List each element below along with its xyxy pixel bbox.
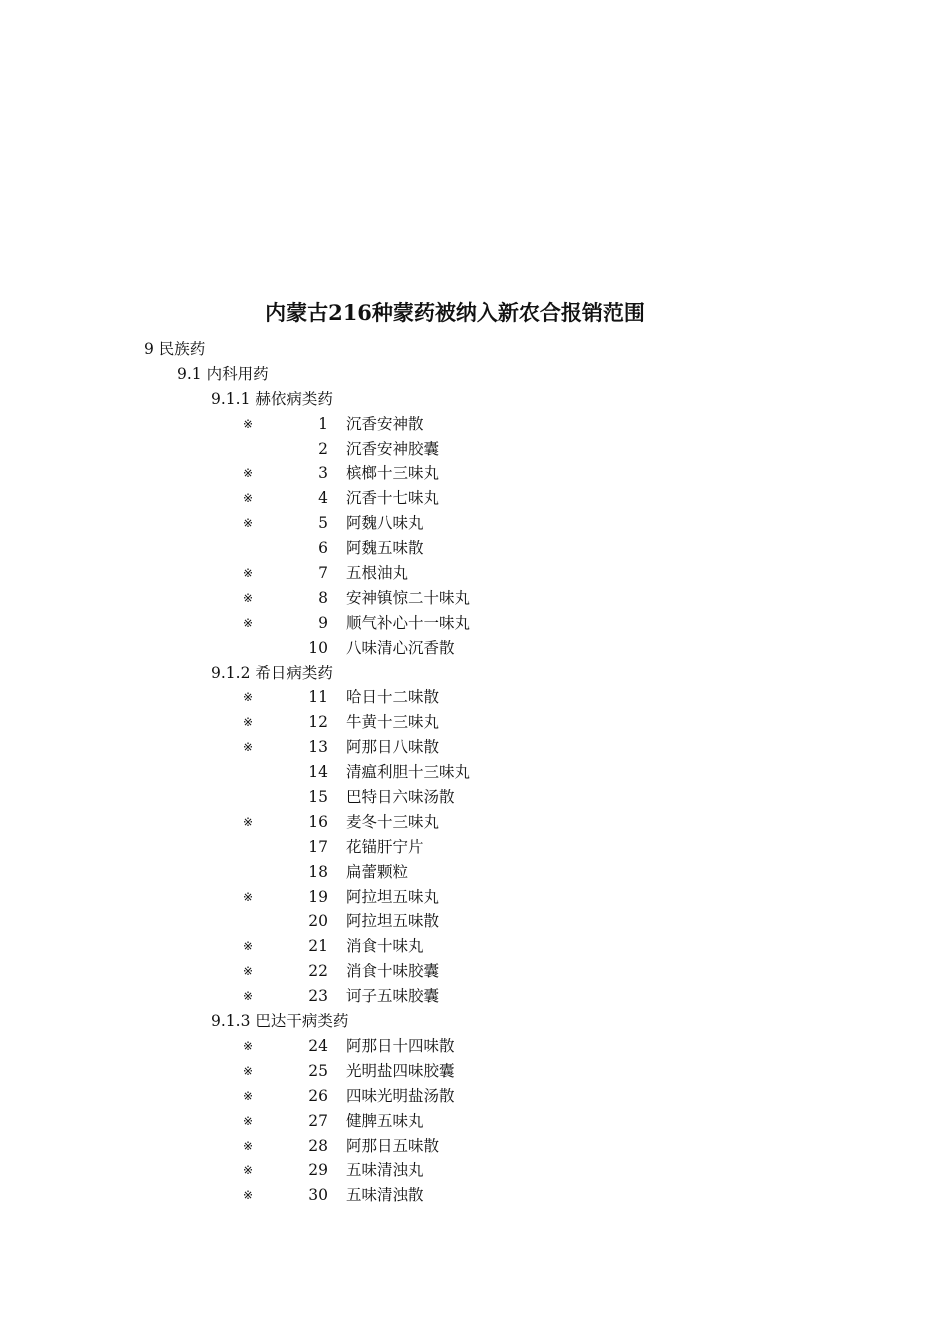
item-number: 9 xyxy=(318,613,328,632)
drug-name: 沉香十七味丸 xyxy=(346,489,440,508)
list-item xyxy=(0,909,950,934)
item-number: 21 xyxy=(308,937,328,956)
drug-name: 安神镇惊二十味丸 xyxy=(346,588,471,607)
reference-mark-icon: ※ xyxy=(243,1038,254,1053)
item-number: 1 xyxy=(318,414,328,433)
drug-name: 花锚肝宁片 xyxy=(346,837,424,856)
item-number: 17 xyxy=(308,837,328,856)
drug-name: 阿拉坦五味散 xyxy=(346,912,440,931)
drug-name: 哈日十二味散 xyxy=(346,688,440,707)
list-item xyxy=(0,511,950,536)
list-item xyxy=(0,412,950,437)
item-number: 12 xyxy=(308,713,328,732)
reference-mark-icon: ※ xyxy=(243,566,254,581)
list-item xyxy=(0,536,950,561)
item-number: 13 xyxy=(308,738,328,757)
list-item xyxy=(0,486,950,511)
item-number: 7 xyxy=(318,564,328,583)
list-item xyxy=(0,1109,950,1134)
item-number: 24 xyxy=(308,1036,328,1055)
item-number: 20 xyxy=(308,912,328,931)
list-item xyxy=(0,1034,950,1059)
drug-name: 阿那日十四味散 xyxy=(346,1036,455,1055)
drug-name: 健脾五味丸 xyxy=(346,1111,424,1130)
list-item xyxy=(0,1084,950,1109)
list-item xyxy=(0,586,950,611)
item-number: 22 xyxy=(308,962,328,981)
drug-name: 阿那日五味散 xyxy=(346,1136,440,1155)
item-number: 10 xyxy=(308,638,328,657)
drug-name: 阿魏八味丸 xyxy=(346,514,424,533)
category-heading: 9 民族药 xyxy=(144,340,206,358)
drug-name: 五根油丸 xyxy=(346,564,409,583)
item-number: 15 xyxy=(308,788,328,807)
drug-name: 八味清心沉香散 xyxy=(346,638,455,657)
list-item xyxy=(0,1134,950,1159)
list-item xyxy=(0,959,950,984)
drug-name: 光明盐四味胶囊 xyxy=(346,1061,455,1080)
drug-name: 沉香安神胶囊 xyxy=(346,439,440,458)
list-item xyxy=(0,984,950,1009)
reference-mark-icon: ※ xyxy=(243,740,254,755)
list-item xyxy=(0,611,950,636)
section-heading: 9.1.3 巴达干病类药 xyxy=(211,1012,349,1031)
drug-name: 阿魏五味散 xyxy=(346,539,424,558)
reference-mark-icon: ※ xyxy=(243,516,254,531)
section-heading: 9.1.2 希日病类药 xyxy=(211,663,333,682)
list-item xyxy=(0,860,950,885)
drug-name: 阿那日八味散 xyxy=(346,738,440,757)
reference-mark-icon: ※ xyxy=(243,889,254,904)
reference-mark-icon: ※ xyxy=(243,1188,254,1203)
reference-mark-icon: ※ xyxy=(243,1088,254,1103)
item-number: 11 xyxy=(308,688,328,707)
section-heading: 9.1.1 赫依病类药 xyxy=(211,389,333,408)
reference-mark-icon: ※ xyxy=(243,1163,254,1178)
reference-mark-icon: ※ xyxy=(243,964,254,979)
item-number: 8 xyxy=(318,588,328,607)
item-number: 18 xyxy=(308,862,328,881)
reference-mark-icon: ※ xyxy=(243,989,254,1004)
drug-name: 牛黄十三味丸 xyxy=(346,713,440,732)
list-item xyxy=(0,835,950,860)
drug-name: 四味光明盐汤散 xyxy=(346,1086,455,1105)
drug-name: 五味清浊丸 xyxy=(346,1161,424,1180)
item-number: 5 xyxy=(318,514,328,533)
reference-mark-icon: ※ xyxy=(243,1138,254,1153)
drug-name: 阿拉坦五味丸 xyxy=(346,887,440,906)
reference-mark-icon: ※ xyxy=(243,615,254,630)
item-number: 14 xyxy=(308,763,328,782)
list-item xyxy=(0,934,950,959)
drug-name: 顺气补心十一味丸 xyxy=(346,613,471,632)
list-item xyxy=(0,636,950,661)
drug-name: 诃子五味胶囊 xyxy=(346,987,440,1006)
drug-name: 槟榔十三味丸 xyxy=(346,464,440,483)
item-number: 23 xyxy=(308,987,328,1006)
list-item xyxy=(0,461,950,486)
drug-name: 清瘟利胆十三味丸 xyxy=(346,763,471,782)
list-item xyxy=(0,561,950,586)
subcategory-heading: 9.1 内科用药 xyxy=(177,364,269,383)
reference-mark-icon: ※ xyxy=(243,939,254,954)
drug-name: 消食十味胶囊 xyxy=(346,962,440,981)
drug-name: 五味清浊散 xyxy=(346,1186,424,1205)
item-number: 26 xyxy=(308,1086,328,1105)
list-item xyxy=(0,885,950,910)
reference-mark-icon: ※ xyxy=(243,491,254,506)
drug-name: 麦冬十三味丸 xyxy=(346,812,440,831)
item-number: 29 xyxy=(308,1161,328,1180)
item-number: 3 xyxy=(318,464,328,483)
reference-mark-icon: ※ xyxy=(243,1063,254,1078)
list-item xyxy=(0,1059,950,1084)
drug-name: 巴特日六味汤散 xyxy=(346,788,455,807)
list-item xyxy=(0,437,950,462)
item-number: 27 xyxy=(308,1111,328,1130)
drug-name: 沉香安神散 xyxy=(346,414,424,433)
list-item xyxy=(0,1183,950,1208)
reference-mark-icon: ※ xyxy=(243,590,254,605)
list-item xyxy=(0,735,950,760)
item-number: 4 xyxy=(318,489,328,508)
item-number: 28 xyxy=(308,1136,328,1155)
reference-mark-icon: ※ xyxy=(243,466,254,481)
reference-mark-icon: ※ xyxy=(243,690,254,705)
item-number: 25 xyxy=(308,1061,328,1080)
drug-name: 消食十味丸 xyxy=(346,937,424,956)
document-title: 内蒙古216种蒙药被纳入新农合报销范围 xyxy=(265,300,645,325)
reference-mark-icon: ※ xyxy=(243,416,254,431)
item-number: 6 xyxy=(318,539,328,558)
list-item xyxy=(0,785,950,810)
item-number: 19 xyxy=(308,887,328,906)
list-item xyxy=(0,760,950,785)
item-number: 2 xyxy=(318,439,328,458)
drug-list xyxy=(0,337,950,1208)
list-item xyxy=(0,1158,950,1183)
reference-mark-icon: ※ xyxy=(243,715,254,730)
reference-mark-icon: ※ xyxy=(243,1113,254,1128)
list-item xyxy=(0,685,950,710)
list-item xyxy=(0,810,950,835)
item-number: 16 xyxy=(308,812,328,831)
item-number: 30 xyxy=(308,1186,328,1205)
drug-name: 扁蕾颗粒 xyxy=(346,862,409,881)
list-item xyxy=(0,710,950,735)
reference-mark-icon: ※ xyxy=(243,814,254,829)
